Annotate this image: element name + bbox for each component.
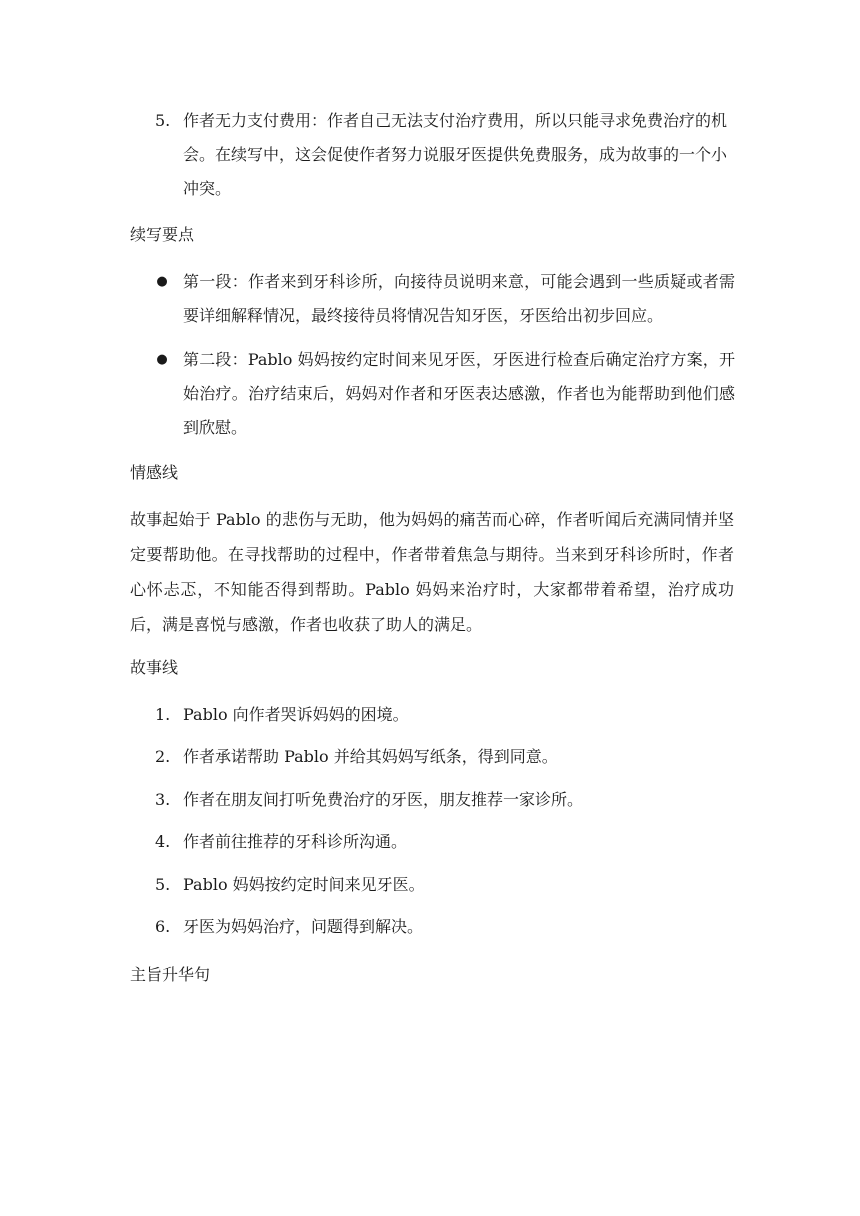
list-item-text: 牙医为妈妈治疗，问题得到解决。 [183, 917, 424, 936]
bullet-icon: ● [156, 274, 168, 289]
bullet-item-text: 第一段：作者来到牙科诊所，向接待员说明来意，可能会遇到一些质疑或者需要详细解释情况，最终接待员将情况告知牙医，牙医给出初步回应。 [183, 272, 735, 325]
list-item-text: 作者无力支付费用：作者自己无法支付治疗费用，所以只能寻求免费治疗的机会。在续写中，这会促使作者努力说服牙医提供免费服务，成为故事的一个小冲突。 [183, 111, 728, 198]
bullet-item [155, 265, 735, 333]
list-item-text: Pablo 妈妈按约定时间来见牙医。 [183, 875, 425, 894]
list-number: 3. [155, 790, 171, 809]
list-item-text: 作者承诺帮助 Pablo 并给其妈妈写纸条，得到同意。 [183, 747, 558, 766]
list-number: 6. [155, 917, 171, 936]
list-number: 4. [155, 832, 171, 851]
bullet-icon: ● [156, 352, 168, 367]
section-heading-writing-points: 续写要点 [130, 225, 195, 244]
list-item-text: 作者前往推荐的牙科诊所沟通。 [183, 832, 408, 851]
list-item [155, 910, 735, 944]
list-item-text: Pablo 向作者哭诉妈妈的困境。 [183, 705, 409, 724]
list-number: 2. [155, 747, 171, 766]
bullet-item [155, 343, 735, 445]
list-item [155, 740, 735, 774]
list-item [155, 104, 735, 206]
section-heading-theme: 主旨升华句 [130, 965, 211, 984]
list-item [155, 825, 735, 859]
section-heading-emotion-line: 情感线 [130, 463, 179, 482]
list-item [155, 698, 735, 732]
section-heading-story-line: 故事线 [130, 658, 179, 677]
bullet-item-text: 第二段：Pablo 妈妈按约定时间来见牙医，牙医进行检查后确定治疗方案，开始治疗。治疗结束后，妈妈对作者和牙医表达感激，作者也为能帮助到他们感到欣慰。 [183, 350, 735, 437]
list-number: 1. [155, 705, 171, 724]
list-item [155, 868, 735, 902]
list-number: 5. [155, 111, 171, 130]
list-number: 5. [155, 875, 171, 894]
emotion-line-paragraph: 故事起始于 Pablo 的悲伤与无助，他为妈妈的痛苦而心碎，作者听闻后充满同情并坚定要帮助他。在寻找帮助的过程中，作者带着焦急与期待。当来到牙科诊所时，作者心怀忐忑，不知能否得到帮助。Pablo 妈妈来治疗时，大家都带着希望，治疗成功后，满是喜悦与感激，作者也收获了助人的满足。 [130, 510, 734, 634]
list-item [155, 783, 735, 817]
list-item-text: 作者在朋友间打听免费治疗的牙医，朋友推荐一家诊所。 [183, 790, 584, 809]
